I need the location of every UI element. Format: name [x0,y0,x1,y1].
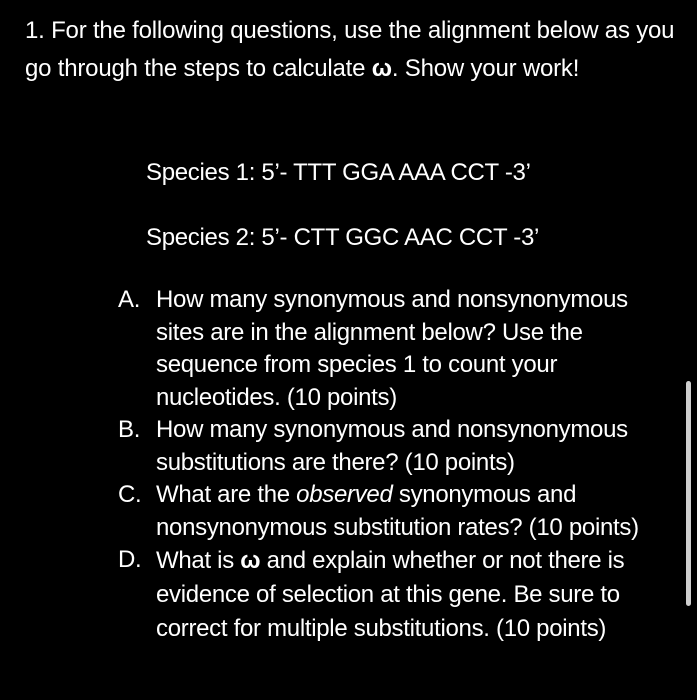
question-c-emphasis: observed [296,481,393,508]
vertical-scrollbar[interactable] [686,381,691,606]
question-c-letter: C. [118,481,142,508]
question-d-text-start: What is [156,547,241,574]
question-a-text: How many synonymous and nonsynonymous sites are in the alignment below? Use the sequence from species 1 to count your nucleotides. (10 points) [156,286,628,411]
intro-text-start: 1. For the following questions, use the alignment below as you go through the steps to calculate [25,17,675,82]
question-intro [25,12,675,88]
question-list [118,284,678,646]
question-d [118,544,678,646]
omega-symbol: ω [371,55,392,82]
question-c-text-start: What are the [156,481,297,508]
species-1-sequence: Species 1: 5’- TTT GGA AAA CCT -3’ [146,159,531,186]
question-a-letter: A. [118,286,141,313]
question-d-letter: D. [118,546,142,573]
question-a [118,284,678,414]
question-d-text-end: and explain whether or not there is evidence of selection at this gene. Be sure to correct for multiple substitutions. (10 points) [156,547,625,642]
question-b [118,414,678,479]
question-c [118,479,678,544]
question-b-text: How many synonymous and nonsynonymous substitutions are there? (10 points) [156,416,628,476]
question-b-letter: B. [118,416,141,443]
question-d-text [156,544,678,646]
intro-text-end: . Show your work! [391,55,580,82]
question-c-text-end: synonymous and nonsynonymous substitution rates? (10 points) [156,481,639,541]
question-c-text [156,479,678,544]
question-d-omega: ω [240,547,261,574]
species-2-sequence: Species 2: 5’- CTT GGC AAC CCT -3’ [146,224,540,251]
